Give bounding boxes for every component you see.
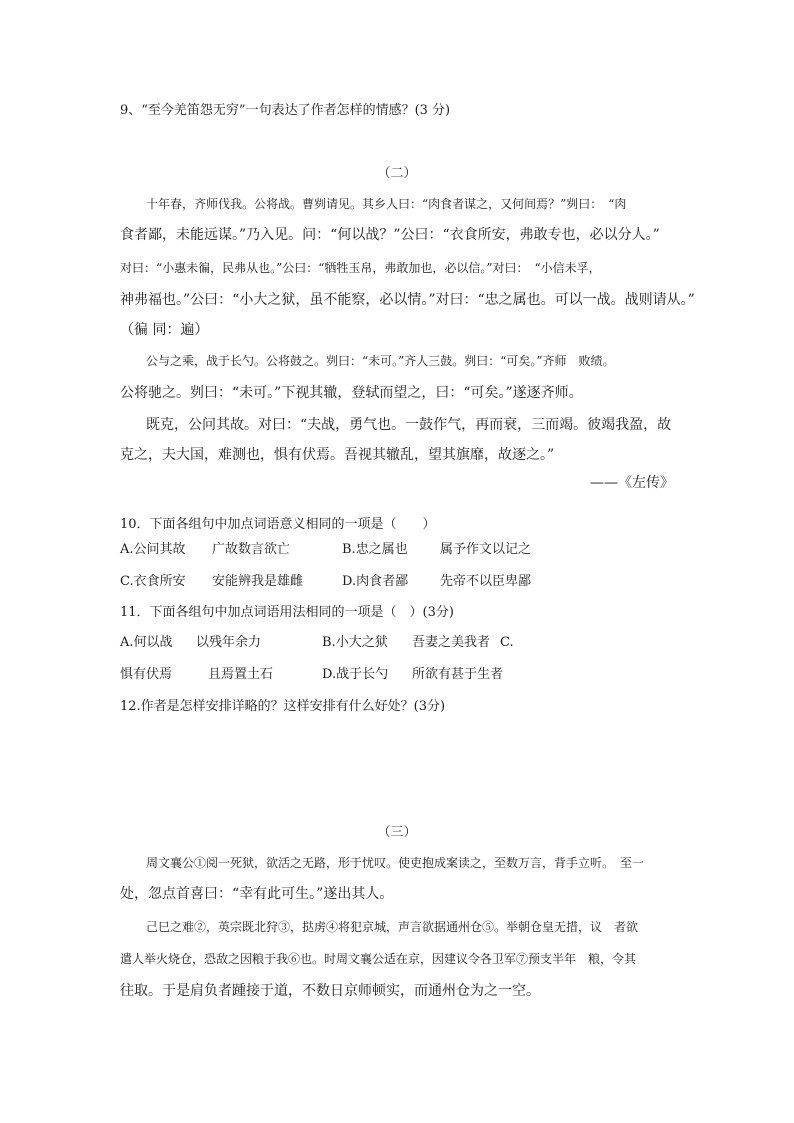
s2-p1-line-1: 十年春，齐师伐我。公将战。曹刿请见。其乡人曰：“肉食者谋之，又何间焉？”刿曰： “肉 [146,197,627,211]
s3-p1-line-2: 处，忽点首喜曰：“幸有此可生。”遂出其人。 [120,886,394,902]
q11-option-a [120,636,173,649]
s3-p2-line-3: 往取。于是肩负者踵接于道，不数日京师顿实，而通州仓为之一空。 [120,983,540,999]
s3-p2-line-2: 遣人举火烧仓，恐敌之因粮于我⑥也。时周文襄公适在京，因建议令各卫军⑦预支半年 粮，令其 [120,952,637,966]
option-label: C. [120,574,134,589]
option-text-1: 肉食者鄙 [356,574,409,589]
q10-option-c [120,575,186,588]
question-9: 9、“至今羌笛怨无穷”一句表达了作者怎样的情感？(3 分) [120,103,451,118]
option-label: D. [322,667,337,682]
question-12: 12.作者是怎样安排详略的？这样安排有什么好处？(3分) [120,699,446,714]
q10-option-d [342,575,408,588]
option-label: A. [120,542,134,557]
s2-p2-line-2: 公将驰之。刿曰：“未可。”下视其辙，登轼而望之，曰：“可矣。”遂逐齐师。 [120,385,583,401]
section-2-heading: （二） [377,166,417,181]
q10-option-a [120,543,186,556]
source-attribution: ——《左传》 [590,475,674,491]
q10-option-b [342,543,408,556]
s2-p1-line-3: 对曰：“小惠未徧，民弗从也。”公曰：“牺牲玉帛，弗敢加也，必以信。”对曰： “小信未孚， [120,261,601,275]
s2-p2-line-1: 公与之乘，战于长勺。公将鼓之。刿曰：“未可。”齐人三鼓。刿曰：“可矣。”齐师 败绩。 [146,354,615,368]
section-3-heading: （三） [377,825,417,840]
option-label: A. [120,635,134,650]
q10-option-c-2: 安能辨我是雄雌 [212,574,304,589]
q11-option-b-2: 吾妻之美我者 [412,635,491,650]
q11-option-d-2: 所欲有甚于生者 [412,667,504,682]
q11-option-c-label: C. [500,635,514,650]
s3-p2-line-1: 己巳之难②，英宗既北狩③，挞虏④将犯京城，声言欲据通州仓⑤。举朝仓皇无措，议 者欲 [146,920,639,934]
option-label: D. [342,574,357,589]
q11-option-c-2: 且焉置土石 [208,667,274,682]
option-label: B. [322,635,336,650]
option-text-1: 战于长勺 [336,667,389,682]
s2-p3-line-1: 既克，公问其故。对曰：“夫战，勇气也。一鼓作气，再而衰，三而竭。彼竭我盈，故 [146,417,672,433]
s2-p3-line-2: 克之，夫大国，难测也，惧有伏焉。吾视其辙乱，望其旗靡，故逐之。” [120,447,555,463]
q11-option-d [322,668,388,681]
option-text-1: 公问其故 [133,542,186,557]
s3-p1-line-1: 周文襄公①阅一死狱，欲活之无路，形于忧叹。使吏抱成案读之，至数万言，背手立听。 至一 [146,856,645,870]
s2-p1-line-4: 神弗福也。”公曰：“小大之狱，虽不能察，必以情。”对曰：“忠之属也。可以一战。战则请从。” [120,292,695,308]
q11-option-c: 惧有伏焉 [120,667,173,682]
q10-option-a-2: 广故数言欲亡 [212,542,291,557]
q10-option-b-2: 属予作文以记之 [440,542,532,557]
q10-option-d-2: 先帝不以臣卑鄙 [440,574,532,589]
option-text-1: 小大之狱 [335,635,388,650]
option-text-1: 何以战 [133,635,173,650]
q11-option-b [322,636,388,649]
q11-option-a-2: 以残年余力 [196,635,262,650]
question-11-stem: 11．下面各组句中加点词语用法相同的一项是（ ）(3分) [120,605,454,620]
s2-p1-note: （徧 同：遍） [120,322,209,338]
question-10-stem: 10．下面各组句中加点词语意义相同的一项是（ ） [120,517,436,532]
option-label: B. [342,542,356,557]
s2-p1-line-2: 食者鄙，未能远谋。”乃入见。问：“何以战？”公曰：“衣食所安，弗敢专也，必以分人。” [120,227,660,243]
option-text-1: 忠之属也 [355,542,408,557]
option-text-1: 衣食所安 [133,574,186,589]
